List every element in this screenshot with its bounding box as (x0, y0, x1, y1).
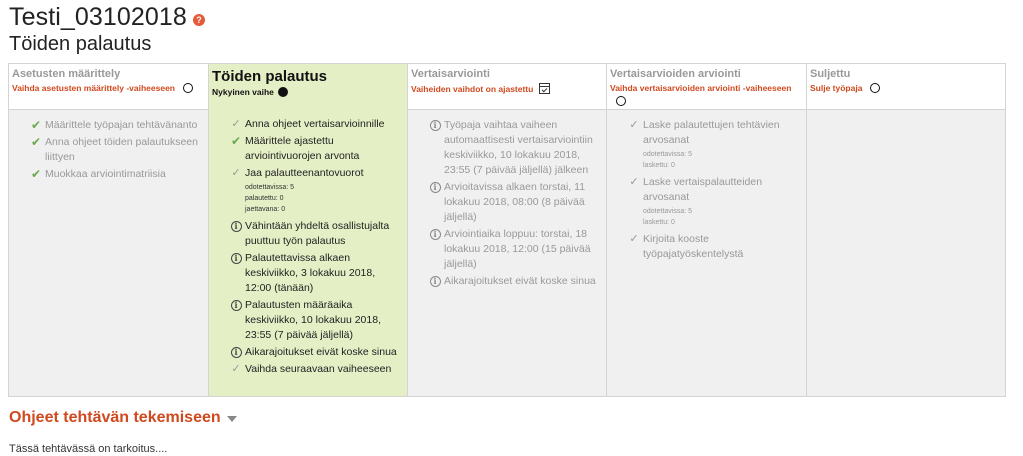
task-item: ✓ Laske palautettujen tehtävien arvosanat (627, 118, 800, 148)
check-icon: ✔ (30, 118, 42, 132)
workshop-phases-planner (8, 63, 1006, 397)
task-item: ✓ Laske vertaispalautteiden arvosanat (627, 175, 800, 205)
phase-name: Suljettu (810, 68, 851, 80)
current-phase-label: Nykyinen vaihe (212, 87, 404, 97)
check-todo-icon: ✓ (231, 118, 241, 130)
page-subtitle: Töiden palautus (9, 33, 152, 55)
info-icon: i (428, 118, 442, 131)
check-todo-icon: ✓ (629, 119, 639, 131)
task-details: odotettavissa: 5 palautettu: 0 jaettavana: 0 (245, 184, 295, 213)
check-todo-icon: ✓ (629, 233, 639, 245)
task-item: i Aikarajoitukset eivät koske sinua (428, 274, 600, 289)
task-item: ✔ Määrittele ajastettu arviointivuorojen arvonta (230, 134, 360, 162)
phase-submission (209, 64, 408, 396)
close-workshop-link[interactable]: Sulje työpaja (810, 83, 1002, 93)
check-icon: ✔ (30, 135, 42, 149)
check-todo-icon: ✓ (231, 363, 241, 375)
phase-header (408, 64, 606, 110)
task-item: ✓ Vaihda seuraavaan vaiheeseen (229, 362, 401, 377)
task-item: ✓ Kirjoita kooste työpajatyöskentelystä (627, 232, 800, 262)
check-icon: ✔ (230, 134, 242, 148)
info-icon: i (229, 219, 243, 232)
task-list (9, 110, 208, 182)
instructions-toggle[interactable]: Ohjeet tehtävän tekemiseen (9, 409, 237, 427)
circle-filled-icon (278, 87, 288, 97)
phase-assessment (408, 64, 607, 396)
question-mark-icon[interactable]: ? (193, 14, 205, 26)
check-icon: ✔ (30, 167, 42, 181)
page-title-row (9, 2, 205, 32)
phase-closed (807, 64, 1005, 396)
circle-empty-icon[interactable] (183, 83, 193, 93)
task-item: ✔ Anna ohjeet töiden palautukseen liittyen (30, 135, 198, 163)
info-icon: i (229, 345, 243, 358)
phase-header (9, 64, 208, 110)
task-item: i Palautettavissa alkaen keskiviikko, 3 lokakuu 2018, 12:00 (tänään) (229, 251, 401, 296)
caret-down-icon[interactable] (227, 416, 237, 422)
task-item: i Arviointiaika loppuu: torstai, 18 lokakuu 2018, 12:00 (15 päivää jäljellä) (428, 227, 600, 272)
switch-phase-link[interactable]: Vaihda asetusten määrittely -vaiheeseen (12, 83, 205, 93)
task-list (408, 110, 606, 289)
task-item: ✓ Jaa palautteenantovuorot (229, 166, 401, 181)
task-list (607, 110, 806, 262)
check-todo-icon: ✓ (629, 176, 639, 188)
info-icon: i (229, 298, 243, 311)
phase-setup (9, 64, 209, 396)
scheduled-switch-link[interactable]: Vaiheiden vaihdot on ajastettu (411, 83, 603, 94)
task-details: odotettavissa: 5 laskettu: 0 (643, 151, 693, 169)
task-item: ✔ Muokkaa arviointimatriisia (30, 167, 166, 181)
circle-empty-icon[interactable] (870, 83, 880, 93)
task-item: ✔ Määrittele työpajan tehtävänanto (30, 118, 198, 132)
task-item: i Palautusten määräaika keskiviikko, 10 lokakuu 2018, 23:55 (7 päivää jäljellä) (229, 298, 401, 343)
circle-empty-icon[interactable] (616, 96, 626, 106)
task-details: odotettavissa: 5 laskettu: 0 (643, 208, 693, 226)
phase-header (209, 64, 407, 110)
calendar-check-icon[interactable] (539, 83, 550, 94)
phase-name: Vertaisarvioiden arviointi (610, 68, 741, 80)
page-title: Testi_03102018 (9, 2, 187, 31)
info-icon: i (229, 251, 243, 264)
task-item: i Vähintään yhdeltä osallistujalta puuttuu työn palautus (229, 219, 401, 249)
check-todo-icon: ✓ (231, 167, 241, 179)
task-item: i Arvioitavissa alkaen torstai, 11 lokakuu 2018, 08:00 (8 päivää jäljellä) (428, 180, 600, 225)
phase-header (807, 64, 1005, 110)
phase-header (607, 64, 806, 110)
info-icon: i (428, 180, 442, 193)
phase-name: Vertaisarviointi (411, 68, 490, 80)
info-icon: i (428, 274, 442, 287)
task-item: i Työpaja vaihtaa vaiheen automaattisesti vertaisarviointiin keskiviikko, 10 lokakuu 2018, 23:55 (7 päivää jäljellä) jälkeen (428, 118, 600, 178)
task-list (209, 110, 407, 377)
instructions-text: Tässä tehtävässä on tarkoitus.... (9, 443, 168, 455)
switch-phase-link[interactable]: Vaihda vertaisarvioiden arviointi -vaiheeseen (610, 83, 792, 93)
phase-name: Töiden palautus (212, 68, 328, 85)
task-item: ✓ Anna ohjeet vertaisarvioinnille (229, 117, 401, 132)
phase-name: Asetusten määrittely (12, 68, 121, 80)
phase-grading-evaluation (607, 64, 807, 396)
info-icon: i (428, 227, 442, 240)
task-item: i Aikarajoitukset eivät koske sinua (229, 345, 401, 360)
